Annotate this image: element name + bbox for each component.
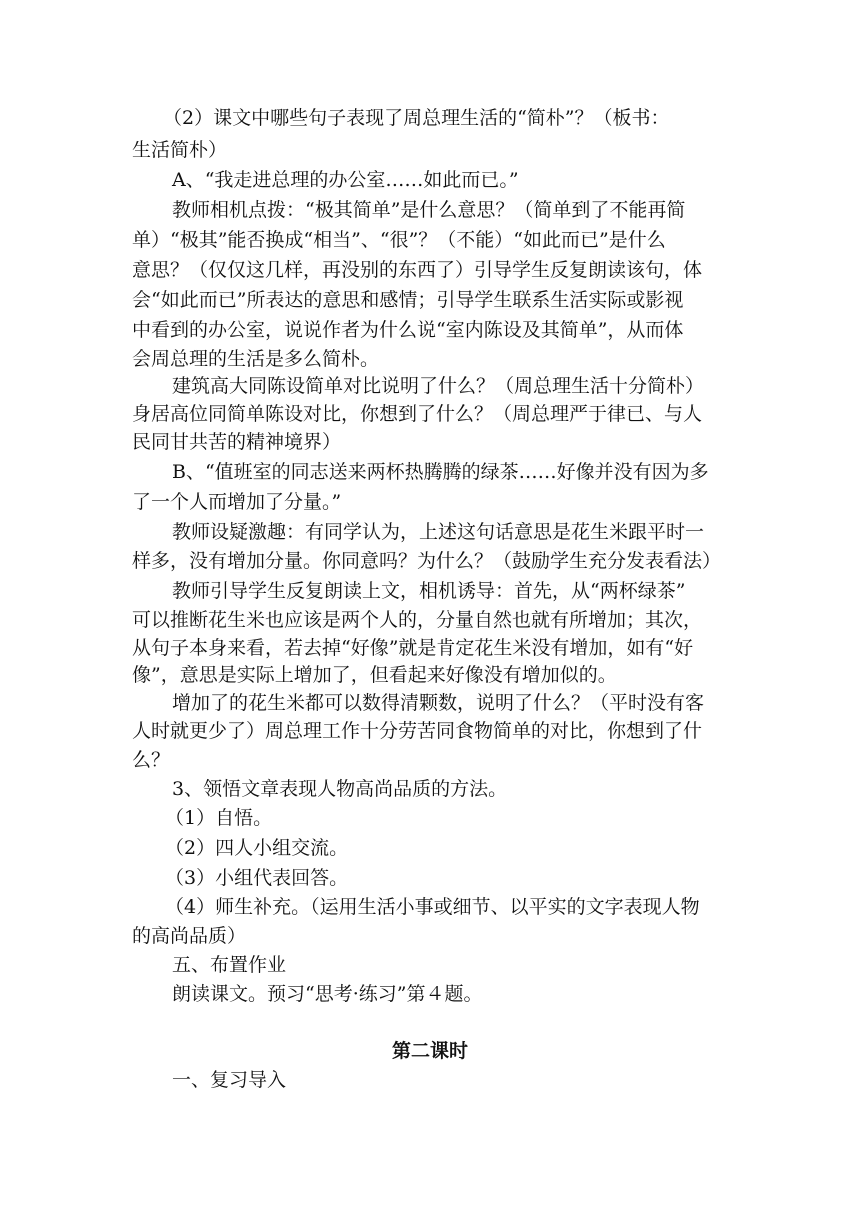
paragraph-line: 会“如此而已”所表达的意思和感情；引导学生联系生活实际或影视 [132,289,684,311]
paragraph-line: 身居高位同简单陈设对比，你想到了什么？（周总理严于律已、与人 [132,403,703,425]
paragraph-line: 教师相机点拨：“极其简单”是什么意思？（简单到了不能再简 [172,199,686,221]
paragraph-line: 会周总理的生活是多么简朴。 [132,348,380,370]
paragraph-line: 像”，意思是实际上增加了，但看起来好像没有增加似的。 [132,664,617,686]
paragraph-line: 单）“极其”能否换成“相当”、“很”？（不能）“如此而已”是什么 [132,229,666,251]
paragraph-line: （4）师生补充。（运用生活小事或细节、以平实的文字表现人物 [165,896,700,918]
paragraph-line: 朗读课文。预习“思考·练习”第４题。 [172,983,483,1005]
paragraph-line: 教师引导学生反复朗读上文，相机诱导：首先，从“两杯绿茶” [172,580,686,602]
paragraph-line: 教师设疑激趣：有同学认为，上述这句话意思是花生米跟平时一 [172,521,705,543]
paragraph-line: 了一个人而增加了分量。” [132,491,342,513]
section-heading: 五、布置作业 [172,954,287,976]
paragraph-line: （2）四人小组交流。 [165,837,349,859]
paragraph-line: 可以推断花生米也应该是两个人的，分量自然也就有所增加；其次， [132,609,703,631]
paragraph-line: 样多，没有增加分量。你同意吗？为什么？（鼓励学生充分发表看法） [132,550,722,572]
paragraph-line: 的高尚品质） [132,925,247,947]
paragraph-line: 人时就更少了）周总理工作十分劳苦同食物简单的对比，你想到了什 [132,720,703,742]
paragraph-line: 中看到的办公室，说说作者为什么说“室内陈设及其简单”，从而体 [132,319,684,341]
paragraph-line: 建筑高大同陈设简单对比说明了什么？（周总理生活十分简朴） [172,375,705,397]
lesson-title: 第二课时 [391,1040,468,1062]
paragraph-line: 3、领悟文章表现人物高尚品质的方法。 [172,778,508,800]
paragraph-line: B、“值班室的同志送来两杯热腾腾的绿茶……好像并没有因为多 [172,461,709,483]
paragraph-line: （1）自悟。 [165,807,273,829]
paragraph-line: （3）小组代表回答。 [165,867,349,889]
paragraph-line: 增加了的花生米都可以数得清颗数，说明了什么？（平时没有客 [172,692,705,714]
paragraph-line: 民同甘共苦的精神境界） [132,431,342,453]
section-heading: 一、复习导入 [172,1069,287,1091]
paragraph-line: 意思？（仅仅这几样，再没别的东西了）引导学生反复朗读该句，体 [132,259,703,281]
paragraph-line: 生活简朴） [132,139,228,161]
paragraph-line: 从句子本身来看，若去掉“好像”就是肯定花生米没有增加，如有“好 [132,637,694,659]
paragraph-line: A、“我走进总理的办公室……如此而已。” [172,169,519,191]
paragraph-line: 么？ [132,749,171,771]
paragraph-line: （2）课文中哪些句子表现了周总理生活的“简朴”？（板书： [163,107,670,129]
